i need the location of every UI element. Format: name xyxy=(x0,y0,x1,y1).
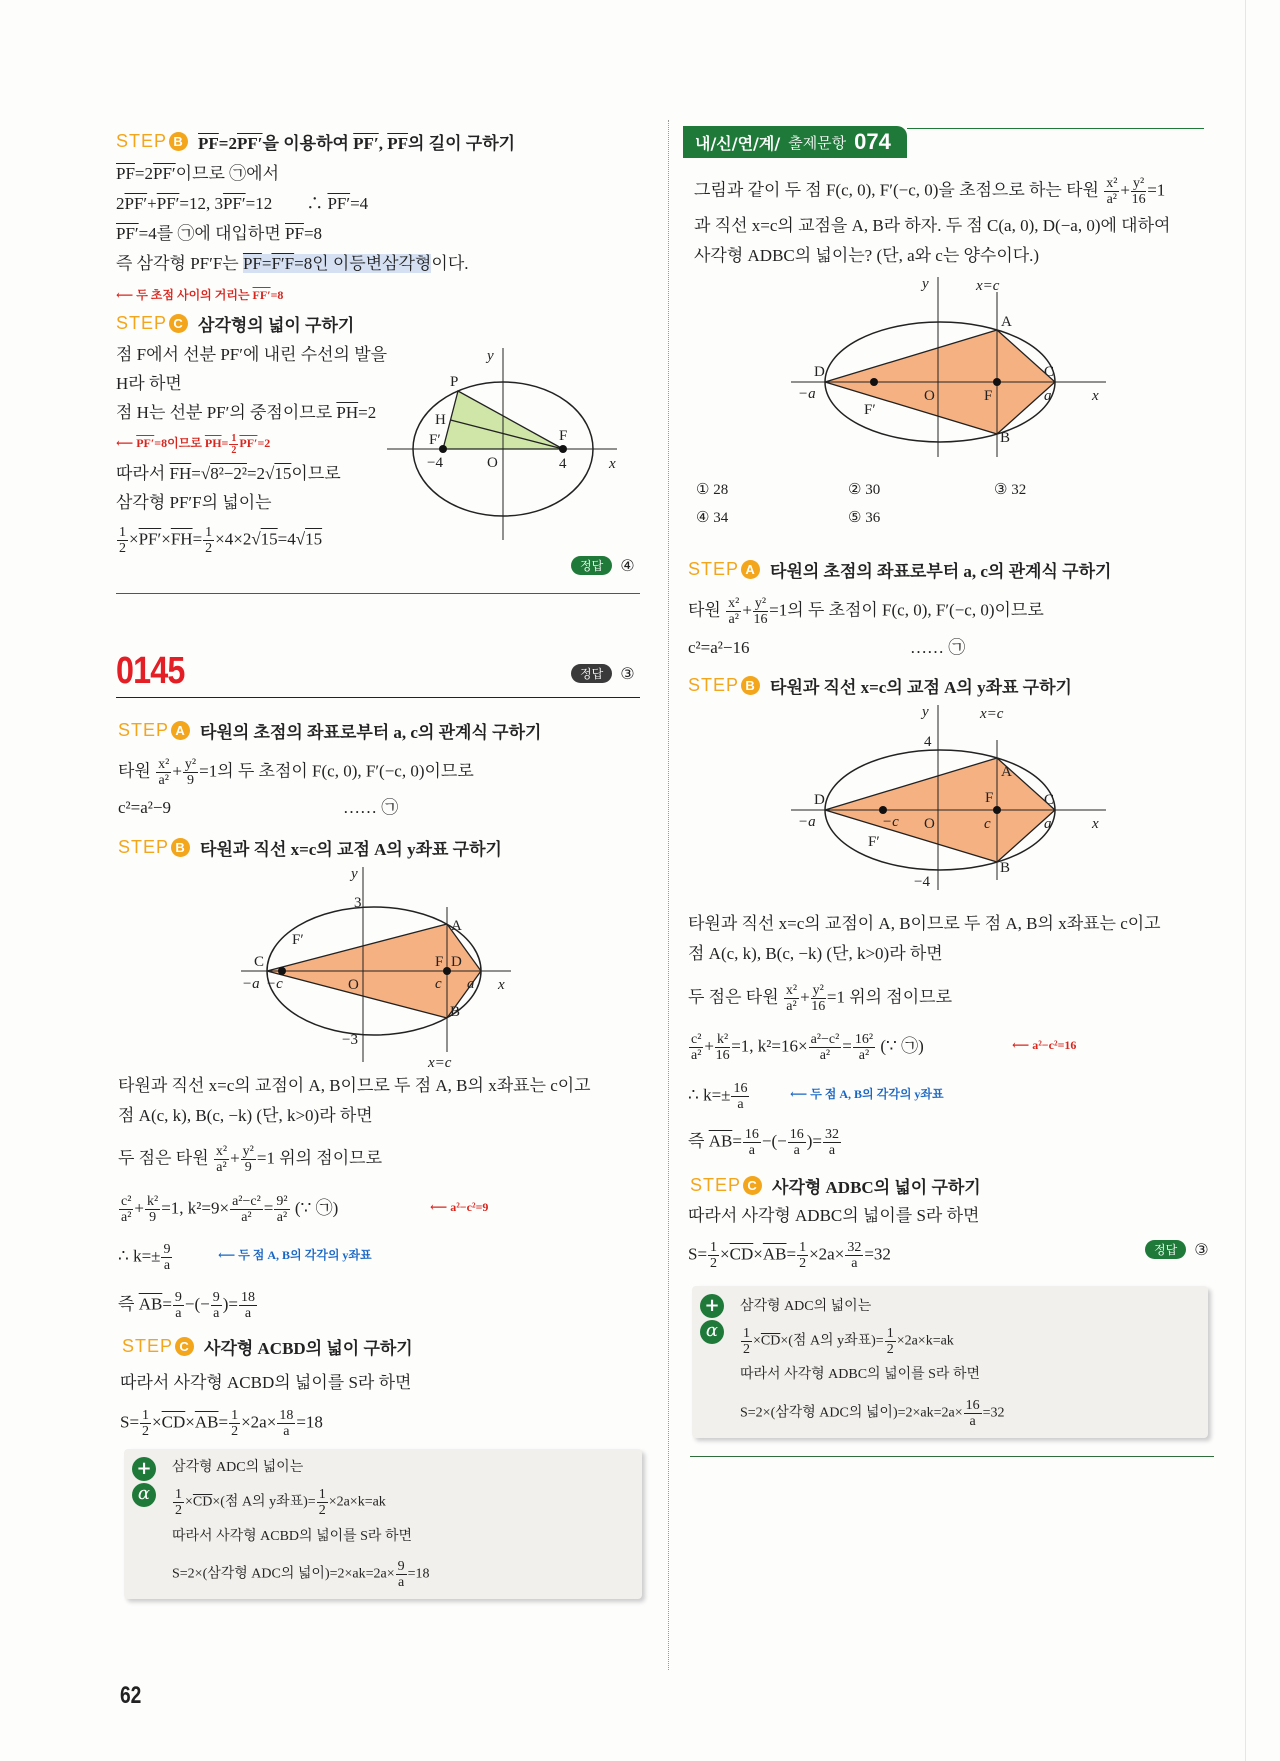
label-f: F xyxy=(985,790,994,806)
text-line: 따라서 사각형 ADBC의 넓이를 S라 하면 xyxy=(688,1206,980,1225)
text-line: 점 A(c, k), B(c, −k) (단, k>0)라 하면 xyxy=(118,1106,373,1125)
section-divider xyxy=(690,1456,1214,1457)
step-title: 타원과 직선 x=c의 교점 A의 y좌표 구하기 xyxy=(200,840,502,859)
text-line: $\frac{\text{c²}}{\text{a²}}$ + $\frac{\text{k²}}{16}$ =1, k²=16× $\frac{\text{a²−c²}}{\text{a²}}$ = $\frac{\text{16²}}{\text{a²}}$ (∵ ㉠) xyxy=(691,1032,924,1063)
step-title: 삼각형의 넓이 구하기 xyxy=(198,316,355,335)
point-f xyxy=(993,806,1001,814)
blue-note: ⟵ 두 점 A, B의 각각의 y좌표 xyxy=(790,1087,944,1101)
text-line: 삼각형 PF′F의 넓이는 xyxy=(116,493,272,512)
label-o: O xyxy=(487,455,498,471)
choice-1[interactable]: ① 28 xyxy=(696,482,729,498)
label-neg3: −3 xyxy=(342,1032,358,1048)
text-line: 타원 $\frac{\text{x²}}{\text{a²}}$ + $\frac{\text{y²}}{16}$ =1의 두 초점이 F(c, 0), F′(−c, 0)이므로 xyxy=(688,596,1044,627)
step-label: STEP xyxy=(122,1336,174,1356)
label-c: c xyxy=(435,976,442,992)
header-label: 내/신/연/계/ xyxy=(695,133,781,153)
step-letter: C xyxy=(169,314,188,333)
step-title: 사각형 ADBC의 넓이 구하기 xyxy=(772,1178,981,1197)
label-b-point: B xyxy=(450,1004,461,1020)
point-fprime xyxy=(870,378,878,386)
text-line xyxy=(116,253,469,275)
column-divider xyxy=(668,120,669,1670)
label-b-point: B xyxy=(1000,860,1011,876)
page-number: 62 xyxy=(120,1682,142,1709)
tip-box xyxy=(124,1449,642,1599)
answer-badge xyxy=(571,664,635,683)
text-line: PF′=4를 ㉠에 대입하면 $\overline{PF}=8$ xyxy=(116,224,323,243)
red-note: ⟵ a²−c²=16 xyxy=(1012,1038,1077,1052)
tip-line: S=2×(삼각형 ADC의 넓이)=2×ak=2a× $\frac{9}{a}$ =18 xyxy=(172,1559,430,1590)
text-line: 따라서 $\overline{FH}=√8^2-2^2=2√15$이므로 xyxy=(116,464,341,483)
answer-label: 정답 xyxy=(1145,1240,1186,1259)
step-c-heading xyxy=(690,1173,981,1198)
answer-badge xyxy=(571,556,635,575)
answer-value: ③ xyxy=(1194,1240,1209,1259)
blue-note: ⟵ 두 점 A, B의 각각의 y좌표 xyxy=(218,1248,372,1262)
note-text: 두 점 A, B의 각각의 y좌표 xyxy=(810,1087,944,1101)
point-f xyxy=(559,445,567,453)
ellipse-diagram-solution xyxy=(786,700,1116,895)
step-label: STEP xyxy=(688,559,740,579)
tip-line: 따라서 사각형 ACBD의 넓이를 S라 하면 xyxy=(172,1529,412,1544)
page-edge xyxy=(1245,0,1246,1761)
step-c-heading xyxy=(116,311,354,336)
step-a-heading xyxy=(118,718,541,743)
section-divider xyxy=(116,593,640,594)
label-x-eq-c: x=c xyxy=(980,706,1004,722)
label-c: c xyxy=(984,816,991,832)
label-4: 4 xyxy=(924,734,932,750)
tip-box xyxy=(692,1286,1208,1438)
highlighted-text: $\overline{PF}=F'F=8$인 이등변삼각형 xyxy=(242,254,432,273)
red-note: ⟵ a²−c²=9 xyxy=(430,1200,489,1214)
problem-line: 사각형 ADBC의 넓이는? (단, a와 c는 양수이다.) xyxy=(694,246,1040,265)
tip-line: $\frac{1}{2}$ $\times\overline{CD}\times$(점 A의 y좌표)= $\frac{1}{2}$ ×2a×k=ak xyxy=(743,1326,954,1357)
text-line: 두 점은 타원 $\frac{\text{x²}}{\text{a²}}$ + $\frac{\text{y²}}{9}$ =1 위의 점이므로 xyxy=(118,1144,382,1175)
label-neg-a: −a xyxy=(798,814,816,830)
label-p: P xyxy=(450,374,459,390)
problem-divider xyxy=(116,697,640,698)
text-line: 점 F에서 선분 PF′에 내린 수선의 발을 xyxy=(116,345,388,364)
label-4: 4 xyxy=(559,456,567,472)
problem-number: 0145 xyxy=(116,650,185,692)
header-sublabel: 출제문항 xyxy=(788,133,847,152)
text-line: 따라서 사각형 ACBD의 넓이를 S라 하면 xyxy=(120,1373,412,1392)
point-f xyxy=(993,378,1001,386)
answer-badge xyxy=(1145,1240,1209,1259)
problem-line: 그림과 같이 두 점 F(c, 0), F′(−c, 0)을 초점으로 하는 타원 $\frac{\text{x²}}{\text{a²}}$ + $\frac{\text{y²}}{16}$ =1 xyxy=(694,176,1166,207)
step-label: STEP xyxy=(690,1175,742,1195)
ellipse-diagram-acbd xyxy=(236,862,526,1072)
label-d-point: D xyxy=(814,364,825,380)
label-a-point: A xyxy=(1001,764,1012,780)
step-b-heading xyxy=(116,129,515,154)
label-c-point: C xyxy=(1044,364,1055,380)
text-line: ∴ k=± $\frac{9}{a}$ xyxy=(118,1242,171,1273)
label-fprime: F′ xyxy=(292,932,304,948)
label-neg4: −4 xyxy=(914,874,930,890)
choice-3[interactable]: ③ 32 xyxy=(994,482,1027,498)
label-d-point: D xyxy=(451,954,462,970)
label-a: a xyxy=(467,976,475,992)
red-note: ⟵ PF′=8이므로 $\overline{PH}=$ $\frac{1}{2}$ PF′=2 xyxy=(116,432,271,456)
label-x: x xyxy=(1092,816,1099,832)
label-y: y xyxy=(922,276,929,292)
label-a-point: A xyxy=(451,918,462,934)
step-title: 타원의 초점의 좌표로부터 a, c의 관계식 구하기 xyxy=(200,723,542,742)
note-text: PF′=8이므로 $\overline{PH}=$ $\frac{1}{2}$ PF′=2 xyxy=(136,432,271,456)
text-line: $\overline{PF}=2PF'$이므로 ㉠에서 xyxy=(116,164,280,183)
text: 이다. xyxy=(431,254,469,273)
text-line: $\frac{1}{2}$ $\times PF'\times\overline{FH}=$ $\frac{1}{2}$ ×4×2√15=4√15 xyxy=(119,525,323,556)
tip-line: 삼각형 ADC의 넓이는 xyxy=(740,1299,872,1314)
label-fprime: F′ xyxy=(864,402,876,418)
step-label: STEP xyxy=(118,837,170,857)
label-o: O xyxy=(924,388,935,404)
step-a-heading xyxy=(688,557,1111,582)
header-number: 074 xyxy=(854,129,891,154)
step-letter: C xyxy=(175,1337,194,1356)
red-note: ⟵ 두 초점 사이의 거리는 FF′=8 xyxy=(116,288,284,302)
label-neg-c: −c xyxy=(266,976,283,992)
equation-tag: …… ㉠ xyxy=(343,798,399,817)
step-letter: B xyxy=(169,132,188,151)
label-a: a xyxy=(1044,816,1052,832)
label-f: F xyxy=(984,388,993,404)
step-letter: C xyxy=(743,1176,762,1195)
section-header xyxy=(683,126,907,158)
label-x: x xyxy=(1092,388,1099,404)
text: 즉 삼각형 PF′F는 xyxy=(116,254,243,273)
note-text: 두 초점 사이의 거리는 FF′=8 xyxy=(136,288,284,302)
label-c-point: C xyxy=(1044,792,1055,808)
point-fprime xyxy=(879,806,887,814)
text-line: 타원과 직선 x=c의 교점이 A, B이므로 두 점 A, B의 x좌표는 c이고 xyxy=(118,1076,591,1095)
label-neg4: −4 xyxy=(427,455,443,471)
tip-line: 삼각형 ADC의 넓이는 xyxy=(172,1460,304,1475)
step-label: STEP xyxy=(118,720,170,740)
label-a-point: A xyxy=(1001,314,1012,330)
point-f xyxy=(443,967,451,975)
label-3: 3 xyxy=(354,895,362,911)
label-f: F xyxy=(435,954,444,970)
answer-label: 정답 xyxy=(571,556,612,575)
tip-line: S=2×(삼각형 ADC의 넓이)=2×ak=2a× $\frac{16}{a}$ =32 xyxy=(740,1398,1005,1429)
ellipse-diagram-triangle xyxy=(387,340,627,550)
step-letter: B xyxy=(741,676,760,695)
problem-line: 과 직선 x=c의 교점을 A, B라 하자. 두 점 C(a, 0), D(−a, 0)에 대하여 xyxy=(694,216,1171,235)
tip-line: 따라서 사각형 ADBC의 넓이를 S라 하면 xyxy=(740,1367,980,1382)
label-y: y xyxy=(487,348,494,364)
text-line: 2PF′+PF′=12, 3PF′=12 ∴ PF′=4 xyxy=(116,194,369,213)
label-x-eq-c: x=c xyxy=(976,278,1000,294)
label-f: F xyxy=(559,428,568,444)
label-x: x xyxy=(609,456,616,472)
label-neg-c: −c xyxy=(882,814,899,830)
header-rule xyxy=(907,128,1204,129)
text-line: 두 점은 타원 $\frac{\text{x²}}{\text{a²}}$ + $\frac{\text{y²}}{16}$ =1 위의 점이므로 xyxy=(688,983,952,1014)
label-y: y xyxy=(351,866,358,882)
step-title: 사각형 ACBD의 넓이 구하기 xyxy=(204,1339,413,1358)
step-letter: A xyxy=(171,721,190,740)
label-y: y xyxy=(922,704,929,720)
label-h: H xyxy=(435,412,446,428)
label-x: x xyxy=(498,977,505,993)
step-letter: B xyxy=(171,838,190,857)
label-neg-a: −a xyxy=(798,386,816,402)
note-text: a²−c²=16 xyxy=(1032,1038,1077,1052)
choice-5[interactable]: ⑤ 36 xyxy=(848,510,881,526)
label-o: O xyxy=(348,977,359,993)
label-a: a xyxy=(1044,388,1052,404)
label-o: O xyxy=(924,816,935,832)
choice-2[interactable]: ② 30 xyxy=(848,482,881,498)
step-label: STEP xyxy=(116,313,168,333)
text-line: H라 하면 xyxy=(116,374,182,393)
step-label: STEP xyxy=(688,675,740,695)
step-title: 타원과 직선 x=c의 교점 A의 y좌표 구하기 xyxy=(770,678,1072,697)
step-b-heading xyxy=(688,673,1072,698)
answer-value: ③ xyxy=(620,664,635,683)
step-b-heading xyxy=(118,835,502,860)
point-fprime xyxy=(278,967,286,975)
label-c-point: C xyxy=(254,954,265,970)
text-line: 타원과 직선 x=c의 교점이 A, B이므로 두 점 A, B의 x좌표는 c이고 xyxy=(688,914,1161,933)
text-line: $\frac{\text{c²}}{\text{a²}}$ + $\frac{\text{k²}}{9}$ =1, k²=9× $\frac{\text{a²−c²}}{\text{a²}}$ = $\frac{\text{9²}}{\text{a²}}$ (∵ ㉠) xyxy=(121,1194,339,1225)
plus-alpha-icon: + α xyxy=(700,1294,726,1346)
label-b-point: B xyxy=(1000,430,1011,446)
label-fprime: F′ xyxy=(429,432,441,448)
text-line: ∴ k=± $\frac{16}{a}$ xyxy=(688,1081,748,1112)
text-line: 점 A(c, k), B(c, −k) (단, k>0)라 하면 xyxy=(688,944,943,963)
note-text: a²−c²=9 xyxy=(450,1200,489,1214)
step-title: $\overline{PF}=2PF'$을 이용하여 PF′, $\overline{PF}$의 길이 구하기 xyxy=(198,134,516,153)
text-line: S= $\frac{1}{2}$ $\times\overline{CD}\times\overline{AB}=$ $\frac{1}{2}$ ×2a× $\frac{32}{a}$ =32 xyxy=(688,1240,891,1271)
label-fprime: F′ xyxy=(868,834,880,850)
step-c-heading xyxy=(122,1334,413,1359)
answer-label: 정답 xyxy=(571,664,612,683)
tip-line: $\frac{1}{2}$ $\times\overline{CD}\times$(점 A의 y좌표)= $\frac{1}{2}$ ×2a×k=ak xyxy=(175,1487,386,1518)
text-line: 즉 $\overline{AB}=$ $\frac{16}{a}$ −(− $\frac{16}{a}$ )= $\frac{32}{a}$ xyxy=(688,1127,839,1158)
step-label: STEP xyxy=(116,131,168,151)
equation-tag: …… ㉠ xyxy=(910,638,966,657)
label-neg-a: −a xyxy=(242,976,260,992)
label-x-eq-c: x=c xyxy=(428,1055,452,1071)
text-line: c²=a²−9 xyxy=(118,798,171,817)
label-d-point: D xyxy=(814,792,825,808)
step-letter: A xyxy=(741,560,760,579)
answer-value: ④ xyxy=(620,556,635,575)
text-line: 타원 $\frac{\text{x²}}{\text{a²}}$ + $\frac{\text{y²}}{9}$ =1의 두 초점이 F(c, 0), F′(−c, 0)이므로 xyxy=(118,757,474,788)
text-line: c²=a²−16 xyxy=(688,638,750,657)
choice-4[interactable]: ④ 34 xyxy=(696,510,729,526)
plus-alpha-icon: + α xyxy=(132,1457,158,1509)
step-title: 타원의 초점의 좌표로부터 a, c의 관계식 구하기 xyxy=(770,562,1112,581)
text-line: 점 H는 선분 PF′의 중점이므로 $\overline{PH}=2$ xyxy=(116,403,377,422)
ellipse-diagram-problem xyxy=(786,272,1116,462)
text-line: S= $\frac{1}{2}$ $\times\overline{CD}\times\overline{AB}=$ $\frac{1}{2}$ ×2a× $\frac{18}{a}$ =18 xyxy=(120,1408,323,1439)
note-text: 두 점 A, B의 각각의 y좌표 xyxy=(238,1248,372,1262)
text-line: 즉 $\overline{AB}=$ $\frac{9}{a}$ −(− $\frac{9}{a}$ )= $\frac{18}{a}$ xyxy=(118,1290,255,1321)
